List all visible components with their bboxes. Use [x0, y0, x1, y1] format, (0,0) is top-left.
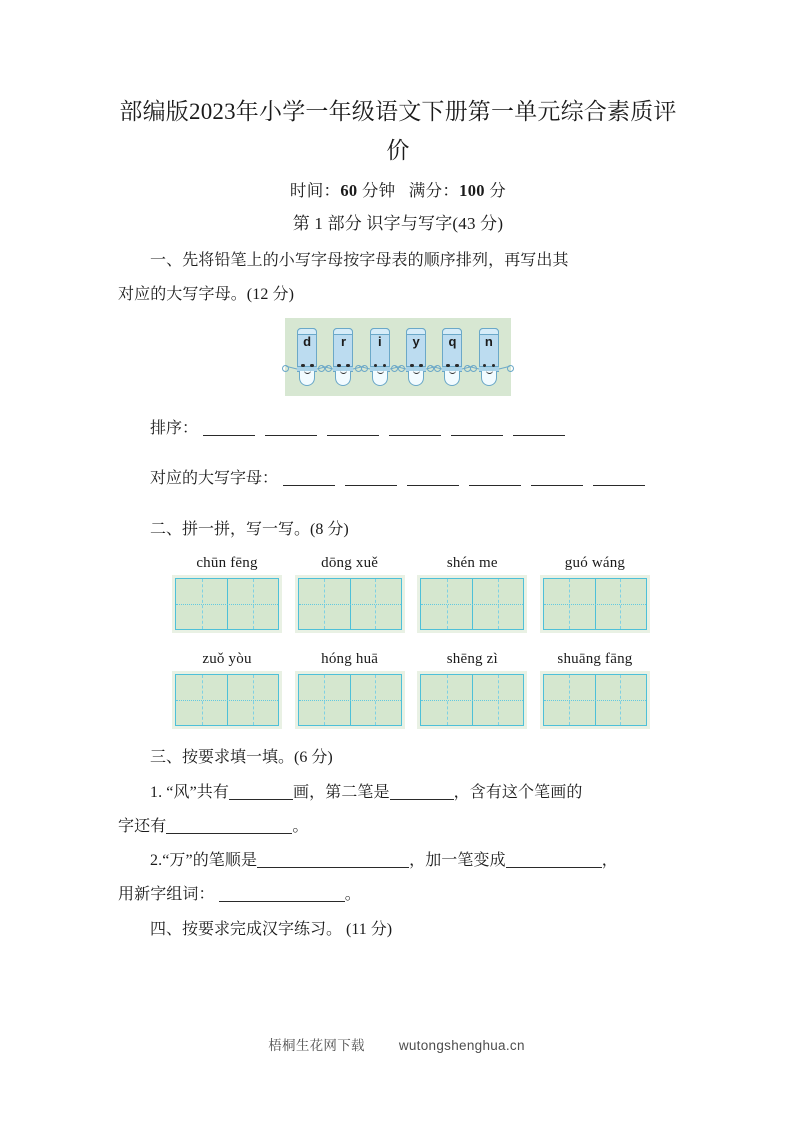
- pencil-icon: [367, 326, 393, 388]
- tianzige-slot: [413, 674, 531, 726]
- pencil-letter: r: [340, 334, 347, 349]
- question-3-item-1-line2: [118, 810, 678, 844]
- pencil-icon: [439, 326, 465, 388]
- pencil-letter: d: [303, 334, 312, 349]
- question-1-text-line2: 对应的大写字母。(12 分): [118, 286, 295, 303]
- footer: [0, 1034, 793, 1054]
- answer-blank[interactable]: [390, 785, 454, 800]
- answer-row-uppercase: [118, 462, 678, 496]
- pencil-letter: q: [448, 334, 457, 349]
- question-2-heading: 二、拼一拼，写一写。(8 分): [150, 521, 349, 538]
- tianzige-row-2: [118, 674, 678, 726]
- question-3-item-2-line2: [118, 878, 678, 912]
- item-text: 画，第二笔是: [293, 784, 390, 801]
- question-1-text-line1: 一、先将铅笔上的小写字母按字母表的顺序排列，再写出其: [150, 252, 569, 269]
- question-3-item-2-line1: [118, 844, 678, 878]
- pinyin-row-1: [118, 548, 678, 578]
- answer-row-order: [118, 412, 678, 446]
- pencil-letters-figure: [118, 318, 678, 396]
- tianzige-slot: [413, 578, 531, 630]
- tianzige-slot: [536, 674, 654, 726]
- item-text: 字还有: [118, 818, 167, 835]
- answer-blank[interactable]: [219, 887, 345, 902]
- answer-blank[interactable]: [513, 421, 565, 436]
- score-unit: 分: [489, 181, 507, 200]
- tianzige-slot: [291, 578, 409, 630]
- answer-blank[interactable]: [265, 421, 317, 436]
- answer-row-order-label: 排序：: [150, 420, 199, 437]
- item-text: 用新字组词：: [118, 886, 215, 903]
- item-text: 1. “风”共有: [150, 784, 230, 801]
- answer-blank[interactable]: [166, 819, 292, 834]
- answer-blank[interactable]: [203, 421, 255, 436]
- part-heading: 第 1 部分 识字与写字(43 分): [292, 214, 504, 233]
- time-unit: 分钟: [361, 181, 396, 200]
- tianzige-slot: [168, 578, 286, 630]
- pencil-icon: [403, 326, 429, 388]
- question-4-heading: 四、按要求完成汉字练习。 (11 分): [150, 921, 393, 938]
- item-text: 。: [292, 818, 309, 835]
- exam-meta: [118, 176, 678, 206]
- item-text: 。: [344, 886, 361, 903]
- tianzige-box[interactable]: [175, 674, 279, 726]
- pinyin-row-2: [118, 644, 678, 674]
- answer-blank[interactable]: [257, 853, 409, 868]
- pinyin-label: shēng zì: [446, 651, 498, 667]
- pinyin-label: guó wáng: [564, 555, 626, 571]
- score-label: 满分：: [408, 181, 460, 200]
- score-value: 100: [459, 181, 485, 200]
- tianzige-slot: [536, 578, 654, 630]
- footer-site-url: wutongshenghua.cn: [398, 1038, 525, 1053]
- pencil-strip: [285, 318, 511, 396]
- pencil-icon: [476, 326, 502, 388]
- answer-blank[interactable]: [407, 471, 459, 486]
- pinyin-label: shén me: [446, 555, 498, 571]
- tianzige-box[interactable]: [420, 674, 524, 726]
- tianzige-slot: [291, 674, 409, 726]
- answer-blank[interactable]: [469, 471, 521, 486]
- answer-blank[interactable]: [345, 471, 397, 486]
- pinyin-label: dōng xuě: [321, 555, 379, 571]
- document-content: [118, 92, 678, 948]
- answer-blank[interactable]: [389, 421, 441, 436]
- item-text: ，含有这个笔画的: [453, 784, 583, 801]
- item-text: 2.“万”的笔顺是: [150, 852, 258, 869]
- tianzige-box[interactable]: [298, 674, 402, 726]
- tianzige-box[interactable]: [543, 674, 647, 726]
- answer-blank[interactable]: [506, 853, 602, 868]
- pinyin-label: chūn fēng: [196, 555, 258, 571]
- tianzige-box[interactable]: [298, 578, 402, 630]
- answer-blank[interactable]: [327, 421, 379, 436]
- pinyin-label: zuǒ yòu: [202, 651, 252, 667]
- question-3-heading: 三、按要求填一填。(6 分): [150, 749, 333, 766]
- question-4: [118, 912, 678, 948]
- pinyin-label: hóng huā: [321, 651, 379, 667]
- answer-blank[interactable]: [531, 471, 583, 486]
- pencil-letter: i: [378, 334, 382, 349]
- answer-blank[interactable]: [283, 471, 335, 486]
- pencil-icon: [330, 326, 356, 388]
- tianzige-box[interactable]: [543, 578, 647, 630]
- question-1: [118, 244, 678, 496]
- tianzige-box[interactable]: [420, 578, 524, 630]
- item-text: ，: [601, 852, 618, 869]
- question-3-item-1-line1: [118, 776, 678, 810]
- tianzige-box[interactable]: [175, 578, 279, 630]
- question-3: [118, 740, 678, 912]
- answer-blank[interactable]: [593, 471, 645, 486]
- answer-blank[interactable]: [229, 785, 293, 800]
- pencil-letter: n: [484, 334, 493, 349]
- page-title: 部编版2023年小学一年级语文下册第一单元综合素质评价: [119, 99, 677, 163]
- pencil-icon: [294, 326, 320, 388]
- time-label: 时间：: [289, 181, 341, 200]
- question-2: [118, 512, 678, 726]
- time-value: 60: [340, 181, 358, 200]
- answer-row-uppercase-label: 对应的大写字母：: [150, 470, 279, 487]
- pinyin-label: shuāng fāng: [557, 651, 633, 667]
- pencil-letter: y: [412, 334, 420, 349]
- tianzige-row-1: [118, 578, 678, 630]
- item-text: ，加一笔变成: [409, 852, 506, 869]
- pencil-canvas: [285, 318, 511, 396]
- answer-blank[interactable]: [451, 421, 503, 436]
- tianzige-slot: [168, 674, 286, 726]
- footer-site-name: 梧桐生花网下载: [268, 1038, 365, 1053]
